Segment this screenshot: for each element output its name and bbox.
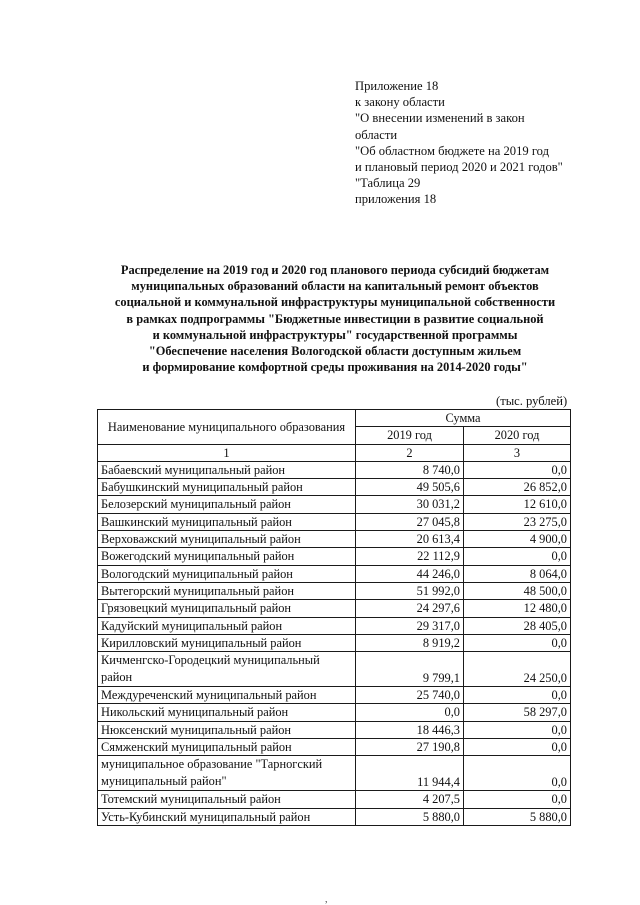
amount-2019: 44 246,0 [356,565,464,582]
table-row [98,652,571,687]
appendix-header [355,78,615,208]
amount-2019: 49 505,6 [356,479,464,496]
municipality-name: Сямженский муниципальный район [98,739,356,756]
amount-2019: 22 112,9 [356,548,464,565]
amount-2019: 8 740,0 [356,461,464,478]
amount-2020: 24 250,0 [464,652,571,687]
appendix-line: "Об областном бюджете на 2019 год [355,143,550,158]
municipality-name: Верховажский муниципальный район [98,531,356,548]
municipality-name: Никольский муниципальный район [98,704,356,721]
table-row [98,565,571,582]
title-line: Распределение на 2019 год и 2020 год планового периода субсидий бюджетам [120,263,550,277]
amount-2019: 11 944,4 [356,756,464,791]
appendix-line: и плановый период 2020 и 2021 годов" [355,160,563,175]
header-numbers-row [98,444,571,461]
appendix-line: "Таблица 29 [355,176,421,191]
amount-2020: 26 852,0 [464,479,571,496]
subsidy-table [97,409,571,826]
amount-2020: 0,0 [464,721,571,738]
table-row [98,582,571,599]
amount-2020: 0,0 [464,739,571,756]
table-row [98,496,571,513]
title-line: муниципальных образований области на капитальный ремонт объектов [131,279,539,294]
table-row [98,479,571,496]
municipality-name: Вологодский муниципальный район [98,565,356,582]
table-row [98,791,571,808]
amount-2019: 27 045,8 [356,513,464,530]
table-row [98,617,571,634]
amount-2020: 12 610,0 [464,496,571,513]
municipality-name: Грязовецкий муниципальный район [98,600,356,617]
table-row [98,687,571,704]
appendix-line: "О внесении изменений в закон [355,111,525,126]
municipality-name: Усть-Кубинский муниципальный район [98,808,356,825]
amount-2019: 51 992,0 [356,582,464,599]
table-row [98,756,571,791]
municipality-name: Тотемский муниципальный район [98,791,356,808]
municipality-name: Бабушкинский муниципальный район [98,479,356,496]
amount-2020: 0,0 [464,687,571,704]
amount-2020: 4 900,0 [464,531,571,548]
amount-2020: 0,0 [464,756,571,791]
title-line: "Обеспечение населения Вологодской области доступным жильем [148,344,522,359]
table-row [98,634,571,651]
amount-2019: 20 613,4 [356,531,464,548]
amount-2020: 12 480,0 [464,600,571,617]
amount-2020: 28 405,0 [464,617,571,634]
table-row [98,513,571,530]
municipality-name: Кирилловский муниципальный район [98,634,356,651]
table-body [98,410,571,826]
amount-2020: 8 064,0 [464,565,571,582]
appendix-line: Приложение 18 [355,79,439,93]
unit-label: (тыс. рублей) [496,394,568,408]
header-name: Наименование муниципального образования [98,410,356,445]
table-row [98,461,571,478]
amount-2019: 5 880,0 [356,808,464,825]
amount-2020: 0,0 [464,548,571,565]
amount-2019: 9 799,1 [356,652,464,687]
amount-2019: 8 919,2 [356,634,464,651]
title-line: в рамках подпрограммы "Бюджетные инвестиции в развитие социальной [126,311,544,326]
scan-mark: , [325,894,328,905]
amount-2019: 0,0 [356,704,464,721]
municipality-name: Бабаевский муниципальный район [98,461,356,478]
title-line: и коммунальной инфраструктуры" государственной программы [152,327,518,342]
amount-2020: 0,0 [464,634,571,651]
amount-2019: 4 207,5 [356,791,464,808]
document-title [60,262,610,375]
header-row [98,410,571,427]
municipality-name: Вытегорский муниципальный район [98,582,356,599]
municipality-name: Кадуйский муниципальный район [98,617,356,634]
table-row [98,600,571,617]
amount-2019: 27 190,8 [356,739,464,756]
amount-2019: 24 297,6 [356,600,464,617]
amount-2019: 25 740,0 [356,687,464,704]
municipality-name: Вашкинский муниципальный район [98,513,356,530]
amount-2020: 5 880,0 [464,808,571,825]
amount-2020: 23 275,0 [464,513,571,530]
amount-2020: 0,0 [464,791,571,808]
table-row [98,531,571,548]
appendix-line: к закону области [355,95,445,110]
appendix-line: области [355,127,398,142]
appendix-line: приложения 18 [355,192,437,207]
municipality-name: муниципальное образование "Тарногский муниципальный район" [98,756,356,791]
header-2019: 2019 год [356,427,464,444]
table-row [98,704,571,721]
amount-2019: 29 317,0 [356,617,464,634]
column-number-1: 1 [98,444,356,461]
title-line: социальной и коммунальной инфраструктуры муниципальной собственности [114,295,556,310]
column-number-2: 2 [356,444,464,461]
amount-2020: 48 500,0 [464,582,571,599]
table-row [98,548,571,565]
amount-2019: 18 446,3 [356,721,464,738]
header-2020: 2020 год [464,427,571,444]
amount-2020: 0,0 [464,461,571,478]
municipality-name: Междуреченский муниципальный район [98,687,356,704]
municipality-name: Кичменгско-Городецкий муниципальный район [98,652,356,687]
amount-2020: 58 297,0 [464,704,571,721]
column-number-3: 3 [464,444,571,461]
municipality-name: Вожегодский муниципальный район [98,548,356,565]
header-sum: Сумма [356,410,571,427]
title-line: и формирование комфортной среды проживания на 2014-2020 годы" [142,360,528,375]
table-row [98,739,571,756]
municipality-name: Нюксенский муниципальный район [98,721,356,738]
municipality-name: Белозерский муниципальный район [98,496,356,513]
amount-2019: 30 031,2 [356,496,464,513]
table-row [98,721,571,738]
table-row [98,808,571,825]
